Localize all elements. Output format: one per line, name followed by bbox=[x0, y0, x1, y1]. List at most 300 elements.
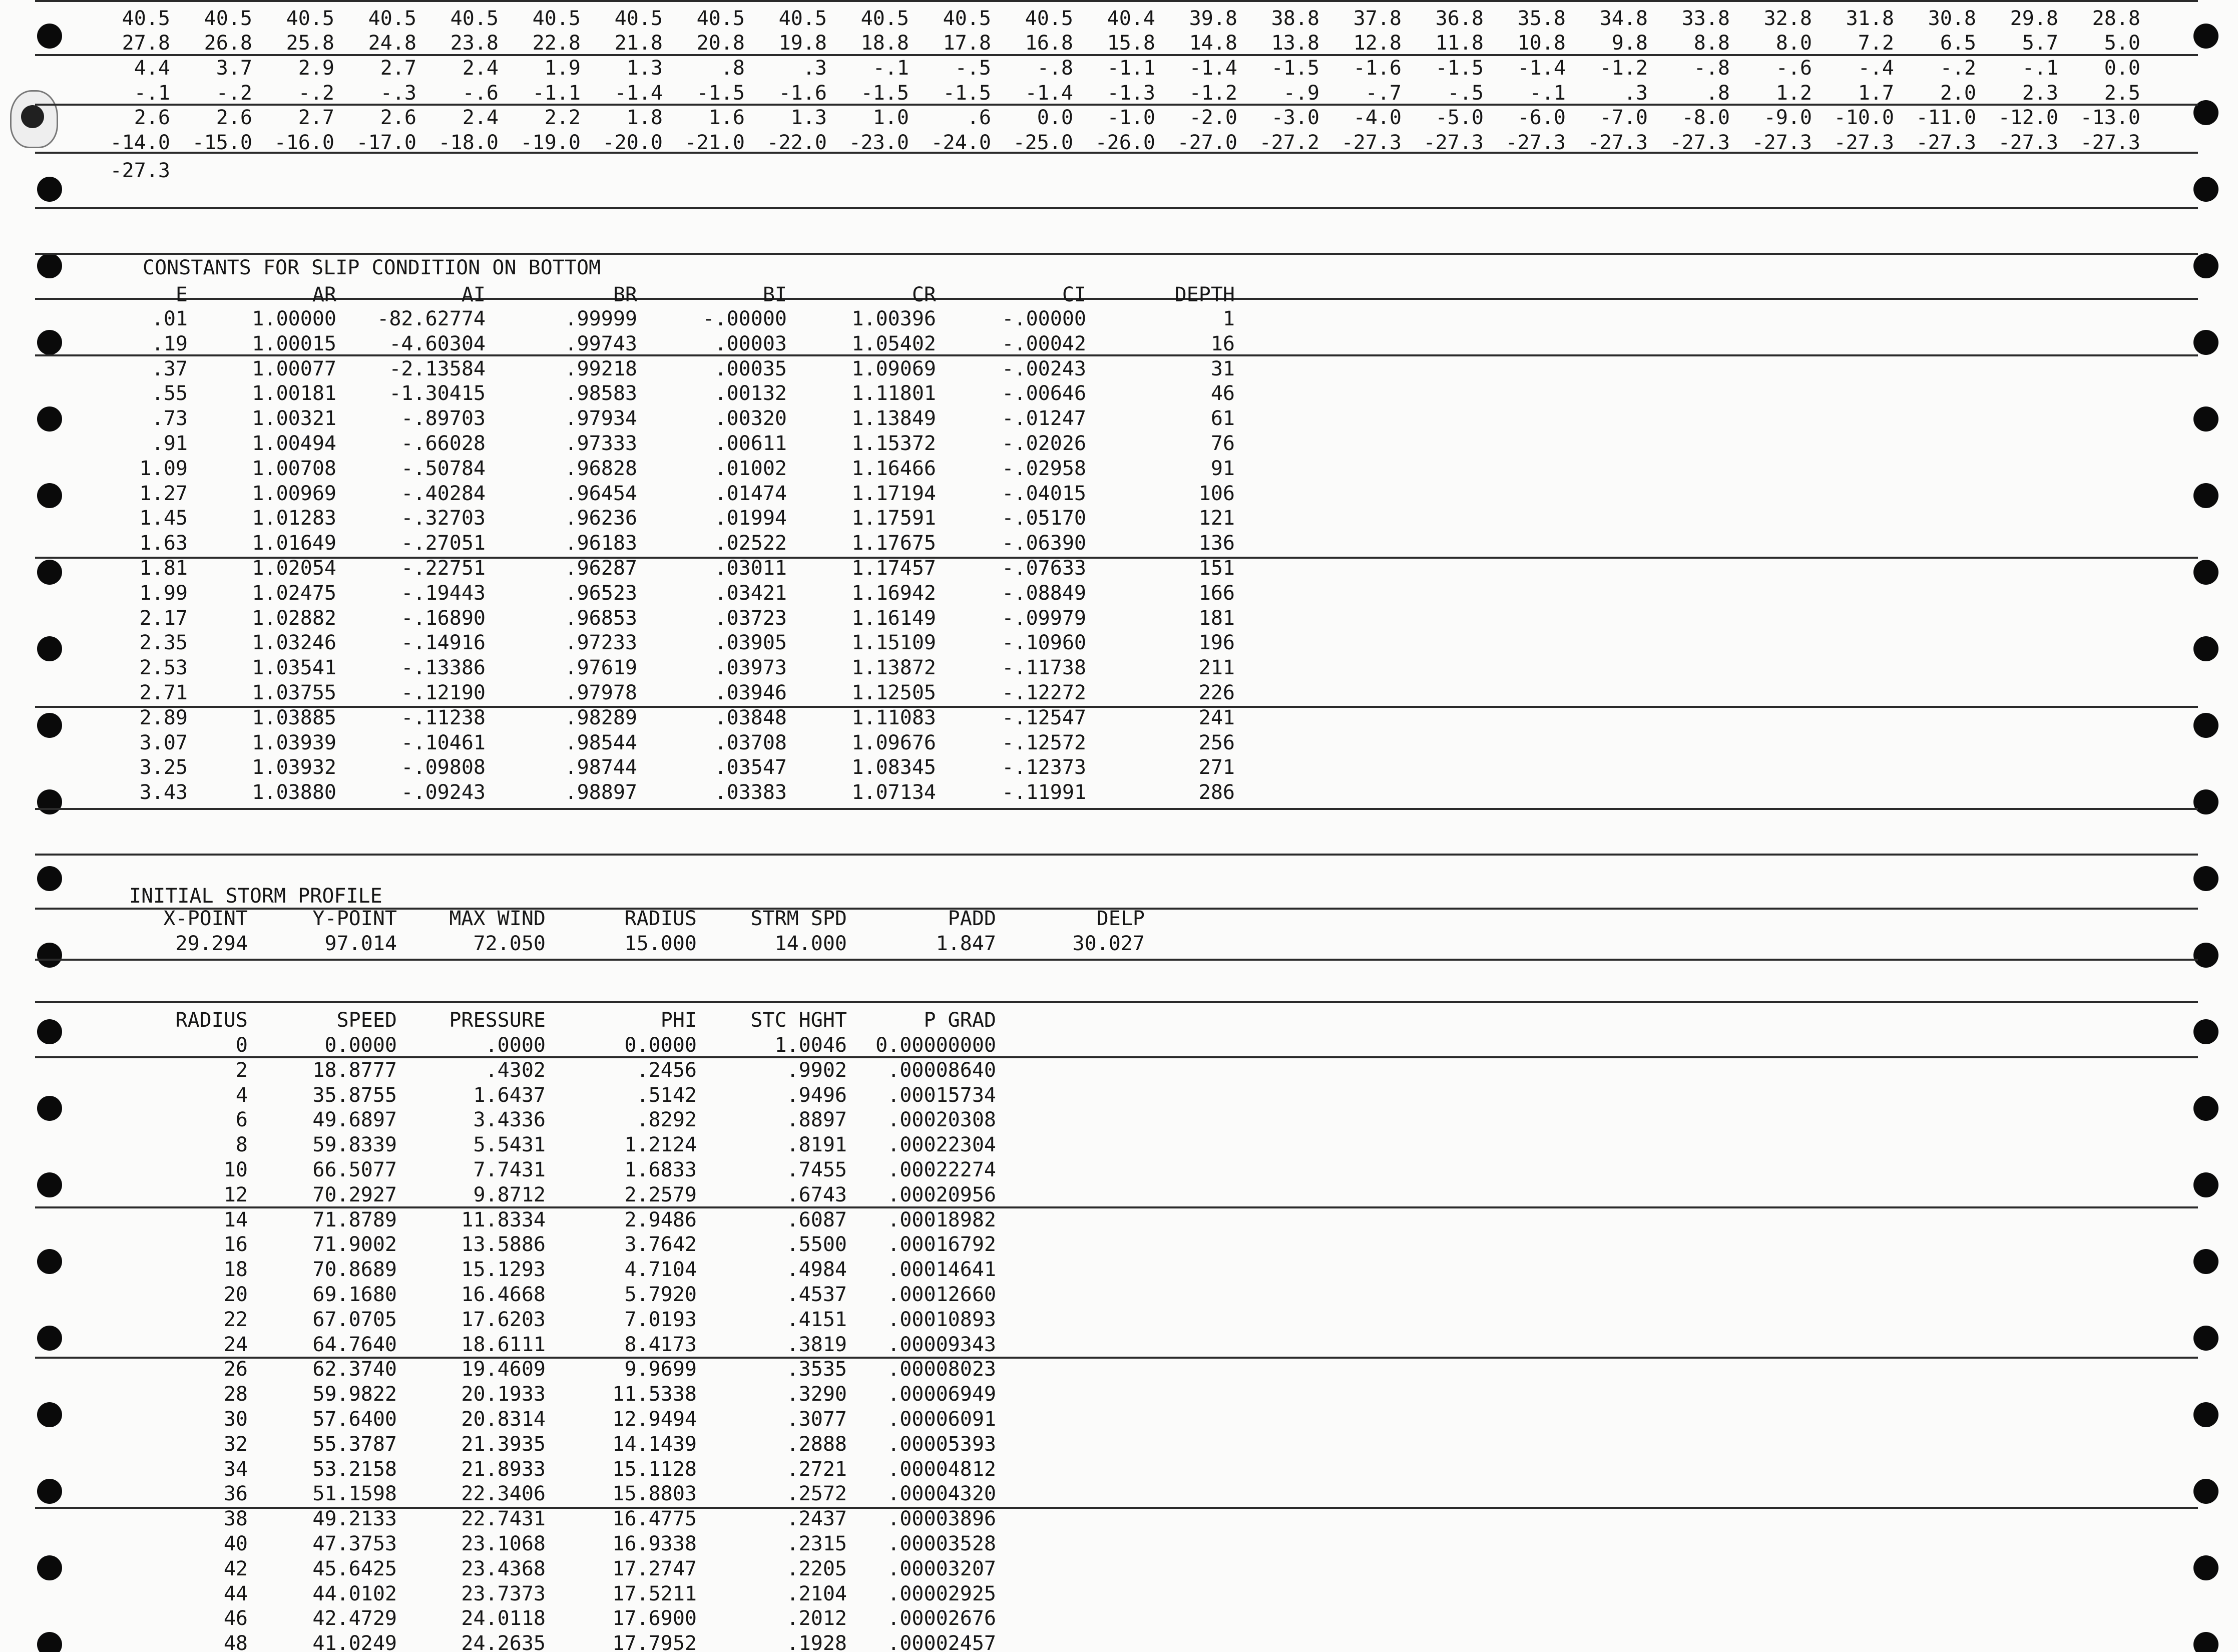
top-value-cell: -5.0 bbox=[1435, 106, 1484, 129]
table-cell: 30.027 bbox=[1072, 932, 1145, 955]
table-cell: 15.1128 bbox=[612, 1457, 697, 1481]
top-value-cell: -27.3 bbox=[1669, 131, 1730, 154]
table-cell: .2205 bbox=[786, 1557, 847, 1580]
feed-hole-left bbox=[37, 943, 62, 968]
table-cell: -.00646 bbox=[1002, 382, 1086, 405]
feed-hole-right bbox=[2193, 636, 2218, 661]
column-header: SPEED bbox=[336, 1009, 397, 1032]
top-value-cell: 1.0 bbox=[872, 106, 909, 129]
table-cell: 1.63 bbox=[139, 532, 188, 555]
top-value-cell: 1.2 bbox=[1775, 82, 1812, 105]
top-value-cell: 2.7 bbox=[298, 106, 334, 129]
table-cell: 1.81 bbox=[139, 557, 188, 580]
table-cell: 97.014 bbox=[324, 932, 397, 955]
table-cell: .00018982 bbox=[887, 1208, 996, 1231]
table-cell: 26 bbox=[223, 1358, 248, 1381]
table-cell: 0.0000 bbox=[624, 1034, 697, 1057]
table-cell: 1.00181 bbox=[252, 382, 336, 405]
table-cell: .2437 bbox=[786, 1507, 847, 1531]
table-cell: 1.17457 bbox=[851, 557, 936, 580]
table-cell: 1.00015 bbox=[252, 332, 336, 355]
table-cell: .97333 bbox=[565, 432, 637, 455]
printer-rule bbox=[35, 557, 2198, 559]
top-value-cell: 15.8 bbox=[1107, 32, 1155, 55]
top-value-cell: -18.0 bbox=[438, 131, 499, 154]
top-value-cell: -1.6 bbox=[778, 82, 827, 105]
top-value-cell: 40.5 bbox=[122, 7, 170, 30]
printer-rule bbox=[35, 959, 2198, 961]
feed-hole-right bbox=[2193, 560, 2218, 585]
table-cell: .00132 bbox=[714, 382, 787, 405]
table-cell: .00008023 bbox=[887, 1358, 996, 1381]
top-value-cell: 1.7 bbox=[1858, 82, 1894, 105]
table-cell: .19 bbox=[151, 332, 188, 355]
top-value-cell: -20.0 bbox=[602, 131, 663, 154]
top-value-cell: 40.5 bbox=[1025, 7, 1073, 30]
top-value-cell: 40.5 bbox=[286, 7, 334, 30]
top-value-cell: 14.8 bbox=[1189, 32, 1237, 55]
top-value-cell: -1.5 bbox=[1435, 57, 1484, 80]
table-cell: 5.7920 bbox=[624, 1283, 697, 1306]
table-cell: .00010893 bbox=[887, 1308, 996, 1331]
top-value-cell: 30.8 bbox=[1928, 7, 1976, 30]
top-value-cell: 9.8 bbox=[1611, 32, 1648, 55]
top-value-cell: 13.8 bbox=[1271, 32, 1319, 55]
top-value-cell: .3 bbox=[802, 57, 827, 80]
top-value-cell: .3 bbox=[1623, 82, 1648, 105]
table-cell: 17.5211 bbox=[612, 1582, 697, 1605]
table-cell: 0.0000 bbox=[324, 1034, 397, 1057]
table-cell: .97233 bbox=[565, 631, 637, 655]
table-cell: 24.0118 bbox=[461, 1607, 546, 1630]
table-cell: .00004320 bbox=[887, 1482, 996, 1506]
top-value-cell: -25.0 bbox=[1013, 131, 1073, 154]
table-cell: 7.7431 bbox=[473, 1158, 546, 1181]
table-cell: .5500 bbox=[786, 1233, 847, 1257]
printer-rule bbox=[35, 1001, 2198, 1003]
table-cell: .9496 bbox=[786, 1083, 847, 1107]
column-header: PRESSURE bbox=[449, 1009, 546, 1032]
top-value-cell: -27.3 bbox=[1751, 131, 1812, 154]
table-cell: 1.0046 bbox=[774, 1034, 847, 1057]
table-cell: 151 bbox=[1198, 557, 1235, 580]
table-cell: 19.4609 bbox=[461, 1358, 546, 1381]
table-cell: .00003896 bbox=[887, 1507, 996, 1531]
table-cell: .5142 bbox=[636, 1083, 697, 1107]
table-cell: -.40284 bbox=[401, 482, 486, 505]
feed-hole-right bbox=[2193, 1402, 2218, 1427]
top-value-cell: 24.8 bbox=[368, 32, 416, 55]
top-value-cell: 25.8 bbox=[286, 32, 334, 55]
table-cell: -2.13584 bbox=[389, 357, 486, 380]
top-value-cell: 17.8 bbox=[943, 32, 991, 55]
top-value-cell: -13.0 bbox=[2080, 106, 2140, 129]
table-cell: 16 bbox=[223, 1233, 248, 1257]
column-header: AI bbox=[461, 283, 486, 306]
top-value-cell: -15.0 bbox=[192, 131, 252, 154]
top-value-row bbox=[100, 82, 2142, 106]
table-cell: 17.6203 bbox=[461, 1308, 546, 1331]
top-value-cell: -1.1 bbox=[532, 82, 581, 105]
table-cell: -.09808 bbox=[401, 756, 486, 779]
table-cell: 2.17 bbox=[139, 606, 188, 630]
table-cell: .2104 bbox=[786, 1582, 847, 1605]
table-cell: 1.17194 bbox=[851, 482, 936, 505]
table-cell: 1.03880 bbox=[252, 781, 336, 804]
table-cell: -.00000 bbox=[1002, 307, 1086, 330]
table-cell: 1.00000 bbox=[252, 307, 336, 330]
table-cell: .00004812 bbox=[887, 1457, 996, 1481]
table-cell: -.12272 bbox=[1002, 681, 1086, 704]
table-cell: .2456 bbox=[636, 1058, 697, 1082]
column-header: AR bbox=[312, 283, 336, 306]
top-value-cell: 40.4 bbox=[1107, 7, 1155, 30]
table-cell: -.11738 bbox=[1002, 656, 1086, 680]
top-value-cell: 2.4 bbox=[462, 106, 499, 129]
table-cell: -.11238 bbox=[401, 706, 486, 729]
table-cell: 2.89 bbox=[139, 706, 188, 729]
top-value-cell: -.6 bbox=[462, 82, 499, 105]
table-cell: .00020308 bbox=[887, 1108, 996, 1132]
top-value-cell: 2.7 bbox=[380, 57, 416, 80]
column-header: P GRAD bbox=[924, 1009, 996, 1032]
top-value-cell: -21.0 bbox=[684, 131, 745, 154]
table-cell: -.12373 bbox=[1002, 756, 1086, 779]
table-cell: .00611 bbox=[714, 432, 787, 455]
table-cell: 2.71 bbox=[139, 681, 188, 704]
printer-rule bbox=[35, 0, 2198, 2]
table-cell: .03011 bbox=[714, 557, 787, 580]
table-cell: 61 bbox=[1210, 407, 1235, 431]
table-cell: 18.8777 bbox=[312, 1058, 397, 1082]
table-cell: 13.5886 bbox=[461, 1233, 546, 1257]
table-cell: .8897 bbox=[786, 1108, 847, 1132]
feed-hole-left bbox=[37, 24, 62, 49]
table-cell: 10 bbox=[223, 1158, 248, 1181]
table-cell: -.19443 bbox=[401, 581, 486, 605]
top-value-cell: 2.4 bbox=[462, 57, 499, 80]
top-value-cell: 1.9 bbox=[544, 57, 581, 80]
top-value-cell: 6.5 bbox=[1940, 32, 1976, 55]
top-value-cell: 18.8 bbox=[860, 32, 909, 55]
table-cell: 35.8755 bbox=[312, 1083, 397, 1107]
top-value-cell: -27.0 bbox=[1177, 131, 1237, 154]
table-cell: 1.99 bbox=[139, 581, 188, 605]
table-cell: .03973 bbox=[714, 656, 787, 680]
table-cell: .4151 bbox=[786, 1308, 847, 1331]
top-value-cell: 39.8 bbox=[1189, 7, 1237, 30]
top-value-cell: 38.8 bbox=[1271, 7, 1319, 30]
table-cell: .96853 bbox=[565, 606, 637, 630]
table-cell: .00016792 bbox=[887, 1233, 996, 1257]
table-cell: 20 bbox=[223, 1283, 248, 1306]
table-cell: .03421 bbox=[714, 581, 787, 605]
table-cell: .00035 bbox=[714, 357, 787, 380]
table-cell: .01994 bbox=[714, 507, 787, 530]
top-value-cell: -.2 bbox=[298, 82, 334, 105]
top-value-cell: 36.8 bbox=[1435, 7, 1484, 30]
feed-hole-left bbox=[37, 560, 62, 585]
table-cell: 1.01283 bbox=[252, 507, 336, 530]
table-cell: 23.1068 bbox=[461, 1532, 546, 1555]
top-value-cell: 40.5 bbox=[696, 7, 745, 30]
table-cell: 1.12505 bbox=[851, 681, 936, 704]
table-cell: 1.07134 bbox=[851, 781, 936, 804]
feed-hole-right bbox=[2193, 1632, 2218, 1652]
table-cell: 22.3406 bbox=[461, 1482, 546, 1506]
feed-hole-left bbox=[37, 1555, 62, 1580]
table-cell: 2 bbox=[235, 1058, 248, 1082]
top-value-cell: 40.5 bbox=[368, 7, 416, 30]
table-cell: 20.8314 bbox=[461, 1408, 546, 1431]
table-cell: 41.0249 bbox=[312, 1632, 397, 1652]
table-cell: .97619 bbox=[565, 656, 637, 680]
top-value-cell: -23.0 bbox=[848, 131, 909, 154]
top-value-cell: -16.0 bbox=[274, 131, 334, 154]
table-cell: 1.00969 bbox=[252, 482, 336, 505]
table-cell: .00320 bbox=[714, 407, 787, 431]
feed-hole-left bbox=[37, 483, 62, 508]
table-cell: 49.6897 bbox=[312, 1108, 397, 1132]
table-cell: .4302 bbox=[485, 1058, 546, 1082]
table-cell: 1.15372 bbox=[851, 432, 936, 455]
table-cell: 1.15109 bbox=[851, 631, 936, 655]
table-cell: 1.00708 bbox=[252, 457, 336, 480]
table-cell: 46 bbox=[223, 1607, 248, 1630]
table-cell: 1.02054 bbox=[252, 557, 336, 580]
table-cell: -82.62774 bbox=[377, 307, 486, 330]
top-value-cell: -.8 bbox=[1037, 57, 1073, 80]
table-cell: 12 bbox=[223, 1183, 248, 1206]
table-cell: 48 bbox=[223, 1632, 248, 1652]
slip-table-title: CONSTANTS FOR SLIP CONDITION ON BOTTOM bbox=[143, 256, 601, 279]
table-cell: 18 bbox=[223, 1258, 248, 1282]
column-header: MAX WIND bbox=[449, 907, 546, 930]
storm-profile-title: INITIAL STORM PROFILE bbox=[129, 885, 382, 908]
table-cell: .4537 bbox=[786, 1283, 847, 1306]
printer-rule bbox=[35, 207, 2198, 209]
table-cell: -.04015 bbox=[1002, 482, 1086, 505]
top-value-cell: -.1 bbox=[2022, 57, 2058, 80]
table-cell: .97978 bbox=[565, 681, 637, 704]
top-value-cell: -17.0 bbox=[356, 131, 416, 154]
top-value-cell: -.3 bbox=[380, 82, 416, 105]
table-cell: 16 bbox=[1210, 332, 1235, 355]
table-cell: -.11991 bbox=[1002, 781, 1086, 804]
feed-hole-left bbox=[37, 330, 62, 355]
table-cell: .98744 bbox=[565, 756, 637, 779]
feed-hole-right bbox=[2193, 1019, 2218, 1044]
table-cell: 2.2579 bbox=[624, 1183, 697, 1206]
feed-hole-left bbox=[37, 406, 62, 432]
table-cell: 5.5431 bbox=[473, 1133, 546, 1157]
table-cell: 2.53 bbox=[139, 656, 188, 680]
top-value-cell: 35.8 bbox=[1517, 7, 1566, 30]
table-cell: 59.8339 bbox=[312, 1133, 397, 1157]
table-cell: -.00042 bbox=[1002, 332, 1086, 355]
top-value-cell: 40.5 bbox=[614, 7, 663, 30]
column-header: DEPTH bbox=[1174, 283, 1235, 306]
top-value-cell: -27.3 bbox=[1423, 131, 1484, 154]
table-cell: 51.1598 bbox=[312, 1482, 397, 1506]
table-cell: 64.7640 bbox=[312, 1333, 397, 1356]
table-cell: 1.01649 bbox=[252, 532, 336, 555]
table-cell: 1.03755 bbox=[252, 681, 336, 704]
table-cell: 196 bbox=[1198, 631, 1235, 655]
top-value-cell: 2.2 bbox=[544, 106, 581, 129]
top-value-cell: -26.0 bbox=[1095, 131, 1155, 154]
table-cell: .96183 bbox=[565, 532, 637, 555]
column-header: X-POINT bbox=[163, 907, 248, 930]
table-cell: 69.1680 bbox=[312, 1283, 397, 1306]
top-value-cell: -.7 bbox=[1365, 82, 1402, 105]
table-cell: 3.07 bbox=[139, 731, 188, 754]
top-value-cell: -.5 bbox=[955, 57, 991, 80]
top-value-cell: 11.8 bbox=[1435, 32, 1484, 55]
table-cell: -.50784 bbox=[401, 457, 486, 480]
table-cell: 4.7104 bbox=[624, 1258, 697, 1282]
table-cell: .96454 bbox=[565, 482, 637, 505]
top-value-cell: 33.8 bbox=[1681, 7, 1730, 30]
top-value-cell: 2.6 bbox=[216, 106, 252, 129]
top-value-cell: 40.5 bbox=[532, 7, 581, 30]
top-value-cell: -.2 bbox=[1940, 57, 1976, 80]
table-cell: .03708 bbox=[714, 731, 787, 754]
table-cell: .3290 bbox=[786, 1383, 847, 1406]
top-value-cell: -.5 bbox=[1447, 82, 1484, 105]
top-value-cell: -9.0 bbox=[1763, 106, 1812, 129]
table-cell: .00022274 bbox=[887, 1158, 996, 1181]
table-cell: -.10461 bbox=[401, 731, 486, 754]
table-cell: 14 bbox=[223, 1208, 248, 1231]
top-value-cell: -8.0 bbox=[1681, 106, 1730, 129]
table-cell: -.02026 bbox=[1002, 432, 1086, 455]
table-cell: -.89703 bbox=[401, 407, 486, 431]
top-value-cell: 5.0 bbox=[2104, 32, 2140, 55]
table-cell: 72.050 bbox=[473, 932, 546, 955]
printer-rule bbox=[35, 253, 2198, 255]
table-cell: 15.000 bbox=[624, 932, 697, 955]
table-cell: .96828 bbox=[565, 457, 637, 480]
table-cell: .8191 bbox=[786, 1133, 847, 1157]
top-value-cell: 37.8 bbox=[1353, 7, 1402, 30]
table-cell: 166 bbox=[1198, 581, 1235, 605]
feed-hole-left bbox=[37, 1479, 62, 1504]
feed-hole-left bbox=[37, 1326, 62, 1351]
table-cell: .03723 bbox=[714, 606, 787, 630]
table-cell: 21.3935 bbox=[461, 1432, 546, 1456]
column-header: BI bbox=[762, 283, 787, 306]
top-value-cell: -.6 bbox=[1775, 57, 1812, 80]
top-value-cell: 32.8 bbox=[1763, 7, 1812, 30]
table-cell: 70.8689 bbox=[312, 1258, 397, 1282]
top-value-cell: 40.5 bbox=[450, 7, 499, 30]
table-cell: .00005393 bbox=[887, 1432, 996, 1456]
top-value-cell: 26.8 bbox=[204, 32, 252, 55]
top-value-cell: 12.8 bbox=[1353, 32, 1402, 55]
table-cell: 1.02475 bbox=[252, 581, 336, 605]
table-cell: 0.00000000 bbox=[875, 1034, 996, 1057]
top-value-cell: -27.2 bbox=[1259, 131, 1319, 154]
table-cell: 16.4668 bbox=[461, 1283, 546, 1306]
feed-hole-right bbox=[2193, 24, 2218, 49]
table-cell: 38 bbox=[223, 1507, 248, 1531]
table-cell: 1.11801 bbox=[851, 382, 936, 405]
table-cell: 256 bbox=[1198, 731, 1235, 754]
table-cell: 1.13872 bbox=[851, 656, 936, 680]
top-value-cell: 27.8 bbox=[122, 32, 170, 55]
table-cell: .73 bbox=[151, 407, 188, 431]
table-cell: .1928 bbox=[786, 1632, 847, 1652]
table-cell: -.12547 bbox=[1002, 706, 1086, 729]
top-value-cell: 2.6 bbox=[134, 106, 170, 129]
table-cell: 17.6900 bbox=[612, 1607, 697, 1630]
table-cell: 32 bbox=[223, 1432, 248, 1456]
table-cell: .6087 bbox=[786, 1208, 847, 1231]
table-cell: 286 bbox=[1198, 781, 1235, 804]
table-cell: 1.847 bbox=[936, 932, 996, 955]
table-cell: 3.7642 bbox=[624, 1233, 697, 1257]
table-cell: 1.03885 bbox=[252, 706, 336, 729]
table-cell: -.14916 bbox=[401, 631, 486, 655]
table-cell: 14.1439 bbox=[612, 1432, 697, 1456]
table-cell: 1.02882 bbox=[252, 606, 336, 630]
top-value-cell: -24.0 bbox=[931, 131, 991, 154]
printer-rule bbox=[35, 354, 2198, 356]
table-cell: 7.0193 bbox=[624, 1308, 697, 1331]
table-cell: 44.0102 bbox=[312, 1582, 397, 1605]
table-cell: -.66028 bbox=[401, 432, 486, 455]
table-cell: .8292 bbox=[636, 1108, 697, 1132]
table-cell: 4 bbox=[235, 1083, 248, 1107]
table-cell: 24.2635 bbox=[461, 1632, 546, 1652]
table-cell: 1.09069 bbox=[851, 357, 936, 380]
table-cell: .2888 bbox=[786, 1432, 847, 1456]
top-value-cell: -1.4 bbox=[1025, 82, 1073, 105]
top-value-cell: -11.0 bbox=[1916, 106, 1976, 129]
column-header: STC HGHT bbox=[750, 1009, 847, 1032]
table-cell: .98289 bbox=[565, 706, 637, 729]
top-value-cell: -27.3 bbox=[1916, 131, 1976, 154]
column-header: BR bbox=[613, 283, 637, 306]
table-cell: 1.13849 bbox=[851, 407, 936, 431]
table-cell: -.13386 bbox=[401, 656, 486, 680]
top-value-cell: 2.6 bbox=[380, 106, 416, 129]
table-cell: 16.9338 bbox=[612, 1532, 697, 1555]
top-value-cell: 1.3 bbox=[790, 106, 827, 129]
top-value-cell: -1.5 bbox=[860, 82, 909, 105]
table-cell: 31 bbox=[1210, 357, 1235, 380]
table-cell: 226 bbox=[1198, 681, 1235, 704]
top-value-cell: -1.5 bbox=[943, 82, 991, 105]
column-header: E bbox=[175, 283, 188, 306]
table-cell: 1.00396 bbox=[851, 307, 936, 330]
table-cell: -.07633 bbox=[1002, 557, 1086, 580]
table-cell: 1.09676 bbox=[851, 731, 936, 754]
top-value-cell: 23.8 bbox=[450, 32, 499, 55]
table-cell: 17.7952 bbox=[612, 1632, 697, 1652]
feed-hole-right bbox=[2193, 177, 2218, 202]
table-cell: .96287 bbox=[565, 557, 637, 580]
top-value-cell: .6 bbox=[967, 106, 991, 129]
table-cell: .96236 bbox=[565, 507, 637, 530]
table-cell: .9902 bbox=[786, 1058, 847, 1082]
feed-hole-right bbox=[2193, 330, 2218, 355]
table-cell: 1.00077 bbox=[252, 357, 336, 380]
table-cell: 271 bbox=[1198, 756, 1235, 779]
table-cell: 0 bbox=[235, 1034, 248, 1057]
table-cell: 18.6111 bbox=[461, 1333, 546, 1356]
